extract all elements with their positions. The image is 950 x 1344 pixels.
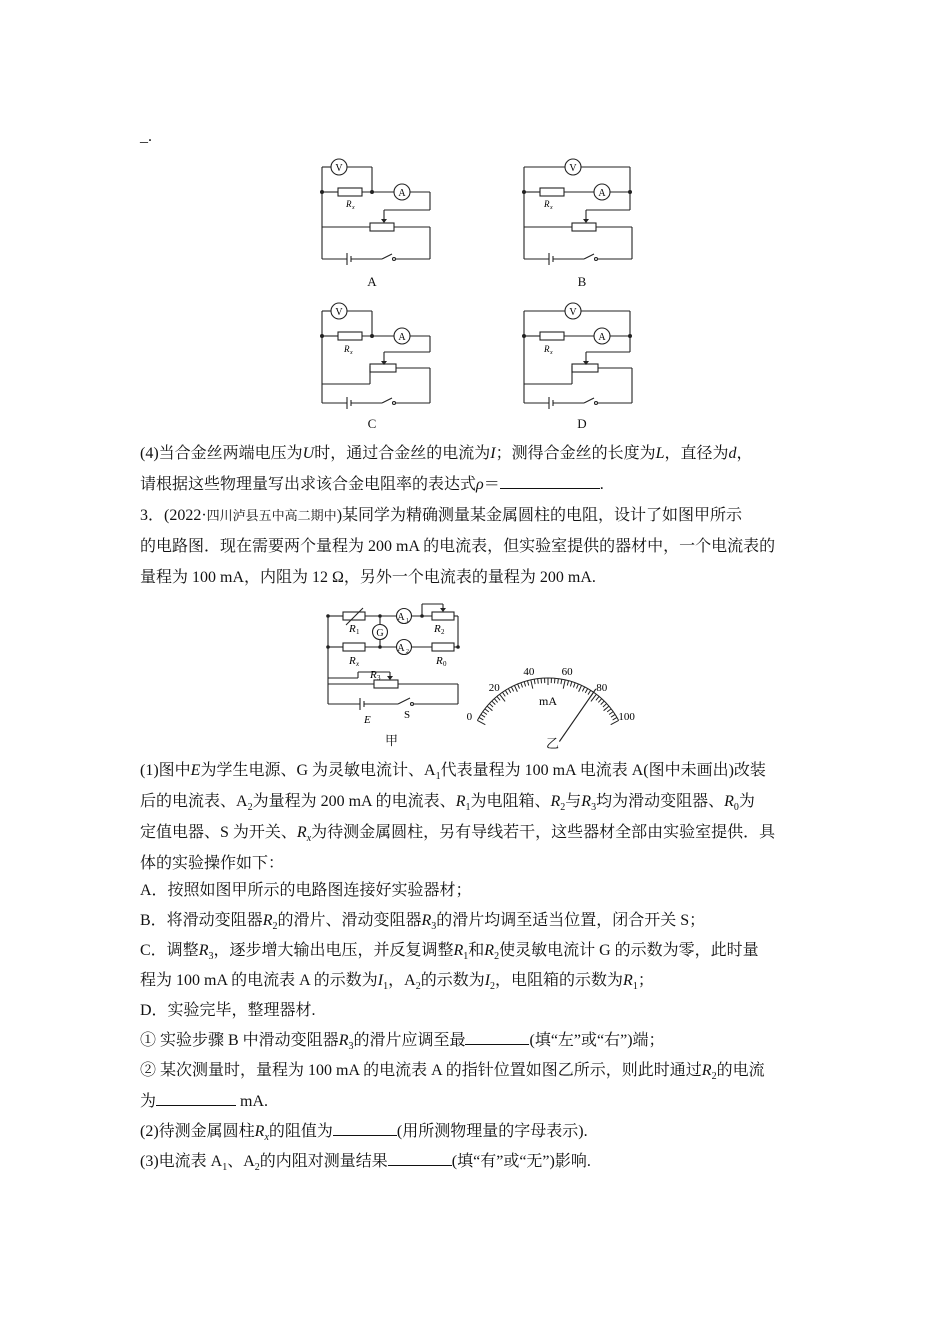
meter-tick <box>611 714 615 717</box>
meter-tick <box>567 681 568 686</box>
switch-label: S <box>404 709 411 721</box>
part2: (2)待测金属圆柱$R_x$的阻值为 (用所测物理量的字母表示). <box>140 1123 588 1144</box>
svg-text:R: R <box>436 655 443 667</box>
circuit-diagram-d <box>514 296 636 414</box>
voltmeter-label: V <box>335 307 343 318</box>
part1-line-4: 体的实验操作如下： <box>140 855 285 872</box>
meter-tick <box>596 696 599 700</box>
resistor-label: R <box>344 344 350 354</box>
meter-tick <box>511 687 513 691</box>
galvanometer-label: G <box>376 628 384 639</box>
figure-jia <box>318 600 468 725</box>
meter-tick-label: 60 <box>561 666 573 679</box>
meter-tick <box>598 699 601 703</box>
meter-dial <box>466 608 635 724</box>
figure-yi <box>466 608 635 724</box>
svg-text:A: A <box>397 612 405 623</box>
figure-jia-caption: 甲 <box>385 733 399 748</box>
q3-line-1: 3．(2022·四川泸县五中高二期中)某同学为精确测量某金属圆柱的电阻，设计了如图甲所示 <box>140 507 743 524</box>
meter-tick <box>573 683 575 688</box>
answer-blank-influence[interactable] <box>388 1151 452 1166</box>
q3-line-3: 量程为 100 mA，内阻为 12 Ω，另外一个电流表的量程为 200 mA. <box>140 569 596 586</box>
answer-blank-direction[interactable] <box>465 1030 529 1045</box>
svg-text:0: 0 <box>443 660 447 668</box>
meter-tick <box>579 685 582 691</box>
meter-tick <box>558 679 559 684</box>
svg-text:R: R <box>370 669 377 681</box>
part1-line-2: 后的电流表、$A_2$为量程为 200 mA 的电流表、$R_1$为电阻箱、$R_2$与$R_3$均为滑动变阻器、$R_0$为 <box>140 793 755 814</box>
meter-tick <box>527 681 528 686</box>
sub-question-1: ① 实验步骤 B 中滑动变阻器$R_3$的滑片应调至最 (填“左”或“右”)端； <box>140 1032 665 1053</box>
step-b: B．将滑动变阻器$R_2$的滑片、滑动变阻器$R_3$的滑片均调至适当位置，闭合开关 S； <box>140 912 706 933</box>
meter-tick <box>479 717 483 720</box>
meter-tick <box>492 701 496 705</box>
circuit-option-a <box>312 152 434 270</box>
svg-text:x: x <box>550 205 553 211</box>
svg-text:2: 2 <box>441 628 445 636</box>
svg-text:A: A <box>397 643 405 654</box>
option-label-b: B <box>577 274 587 289</box>
meter-tick <box>531 680 533 689</box>
circuit-option-b <box>514 152 636 270</box>
meter-tick <box>538 679 539 684</box>
meter-tick <box>534 679 535 684</box>
meter-tick <box>603 704 607 707</box>
circuit-diagram-a <box>312 152 434 270</box>
meter-tick-label: 100 <box>618 711 635 724</box>
svg-text:1: 1 <box>356 628 360 636</box>
circuit-option-c <box>312 296 434 414</box>
meter-tick <box>477 720 485 724</box>
step-c-line-1: C．调整$R_3$，逐步增大输出电压，并反复调整$R_1$和$R_2$使灵敏电流计 G 的示数为零，此时量 <box>140 942 759 963</box>
part1-line-1: (1)图中E为学生电源、G 为灵敏电流计、$A_1$代表量程为 100 mA 电流表 A(图中未画出)改装 <box>140 762 766 783</box>
svg-text:3: 3 <box>377 674 381 682</box>
svg-text:R: R <box>434 623 441 635</box>
meter-tick <box>588 690 591 694</box>
meter-tick <box>576 684 578 689</box>
svg-text:1: 1 <box>406 618 409 624</box>
meter-tick-label: 40 <box>523 666 535 679</box>
meter-tick <box>570 682 571 687</box>
meter-tick <box>601 701 605 705</box>
sub-question-2-line-1: ② 某次测量时，量程为 100 mA 的电流表 A 的指针位置如图乙所示，则此时通过$R_2$的电流 <box>140 1062 765 1083</box>
meter-tick-label: 80 <box>596 682 608 695</box>
circuit-option-d <box>514 296 636 414</box>
step-d: D．实验完毕，整理器材. <box>140 1002 316 1019</box>
meter-tick-label: 20 <box>488 682 500 695</box>
meter-tick <box>508 689 510 693</box>
svg-text:x: x <box>356 660 360 668</box>
meter-tick <box>505 690 508 694</box>
meter-tick <box>502 692 505 696</box>
answer-blank-rx[interactable] <box>333 1121 397 1136</box>
meter-tick <box>524 682 525 687</box>
voltmeter-label: V <box>569 163 577 174</box>
step-a: A．按照如图甲所示的电路图连接好实验器材； <box>140 882 472 899</box>
svg-text:R: R <box>349 623 356 635</box>
meter-tick <box>585 689 587 693</box>
meter-tick <box>485 709 489 712</box>
figure-yi-caption: 乙 <box>546 736 560 751</box>
resistor-label: R <box>346 199 352 209</box>
voltmeter-label: V <box>569 307 577 318</box>
meter-pointer <box>559 689 595 742</box>
meter-unit: mA <box>539 694 557 708</box>
svg-text:R: R <box>349 655 356 667</box>
ammeter-label: A <box>398 332 406 343</box>
meter-tick <box>497 696 500 700</box>
option-label-c: C <box>367 416 377 431</box>
meter-tick <box>613 717 617 720</box>
answer-blank-current[interactable] <box>156 1091 236 1106</box>
meter-tick <box>609 712 613 715</box>
circuit-diagram-c <box>312 296 434 414</box>
svg-text:x: x <box>350 350 353 356</box>
voltmeter-label: V <box>335 163 343 174</box>
svg-text:x: x <box>352 205 355 211</box>
meter-tick <box>489 704 493 707</box>
meter-tick <box>514 685 517 691</box>
meter-tick <box>607 709 611 712</box>
option-label-d: D <box>577 416 587 431</box>
part3: (3)电流表 $A_1$、$A_2$的内阻对测量结果 (填“有”或“无”)影响. <box>140 1153 591 1174</box>
ammeter-label: A <box>598 332 606 343</box>
q3-line-2: 的电路图．现在需要两个量程为 200 mA 的电流表，但实验室提供的器材中，一个电流表的 <box>140 538 776 555</box>
source-label: E <box>364 714 371 726</box>
meter-tick-label: 0 <box>466 711 473 724</box>
part1-line-3: 定值电器、S 为开关、$R_x$为待测金属圆柱，另有导线若干，这些器材全部由实验室提供．具 <box>140 824 776 845</box>
step-c-line-2: 程为 100 mA 的电流表 A 的示数为$I_1$，$A_2$的示数为$I_2$，电阻箱的示数为$R_1$； <box>140 972 654 993</box>
meter-tick <box>604 706 609 711</box>
meter-tick <box>521 683 523 688</box>
meter-tick <box>518 684 520 689</box>
meter-tick <box>487 706 492 711</box>
ammeter-label: A <box>598 188 606 199</box>
figure-jia-circuit <box>318 600 468 725</box>
svg-text:2: 2 <box>406 649 409 655</box>
option-label-a: A <box>367 274 377 289</box>
ammeter-label: A <box>398 188 406 199</box>
answer-blank-rho[interactable] <box>500 474 600 489</box>
resistor-label: R <box>544 344 550 354</box>
q4-line-2: 请根据这些物理量写出求该合金电阻率的表达式ρ＝ . <box>140 476 604 493</box>
meter-tick <box>563 680 565 689</box>
resistor-label: R <box>544 199 550 209</box>
meter-tick <box>483 712 487 715</box>
q4-line-1: (4)当合金丝两端电压为U时，通过合金丝的电流为I；测得合金丝的长度为L，直径为d， <box>140 445 753 462</box>
lead-mark: _. <box>140 128 152 145</box>
meter-tick <box>561 679 562 684</box>
meter-tick <box>494 699 497 703</box>
svg-text:x: x <box>550 350 553 356</box>
circuit-diagram-b <box>514 152 636 270</box>
sub-question-2-line-2: 为 mA. <box>140 1093 269 1110</box>
meter-tick <box>481 714 485 717</box>
meter-tick <box>582 687 584 691</box>
